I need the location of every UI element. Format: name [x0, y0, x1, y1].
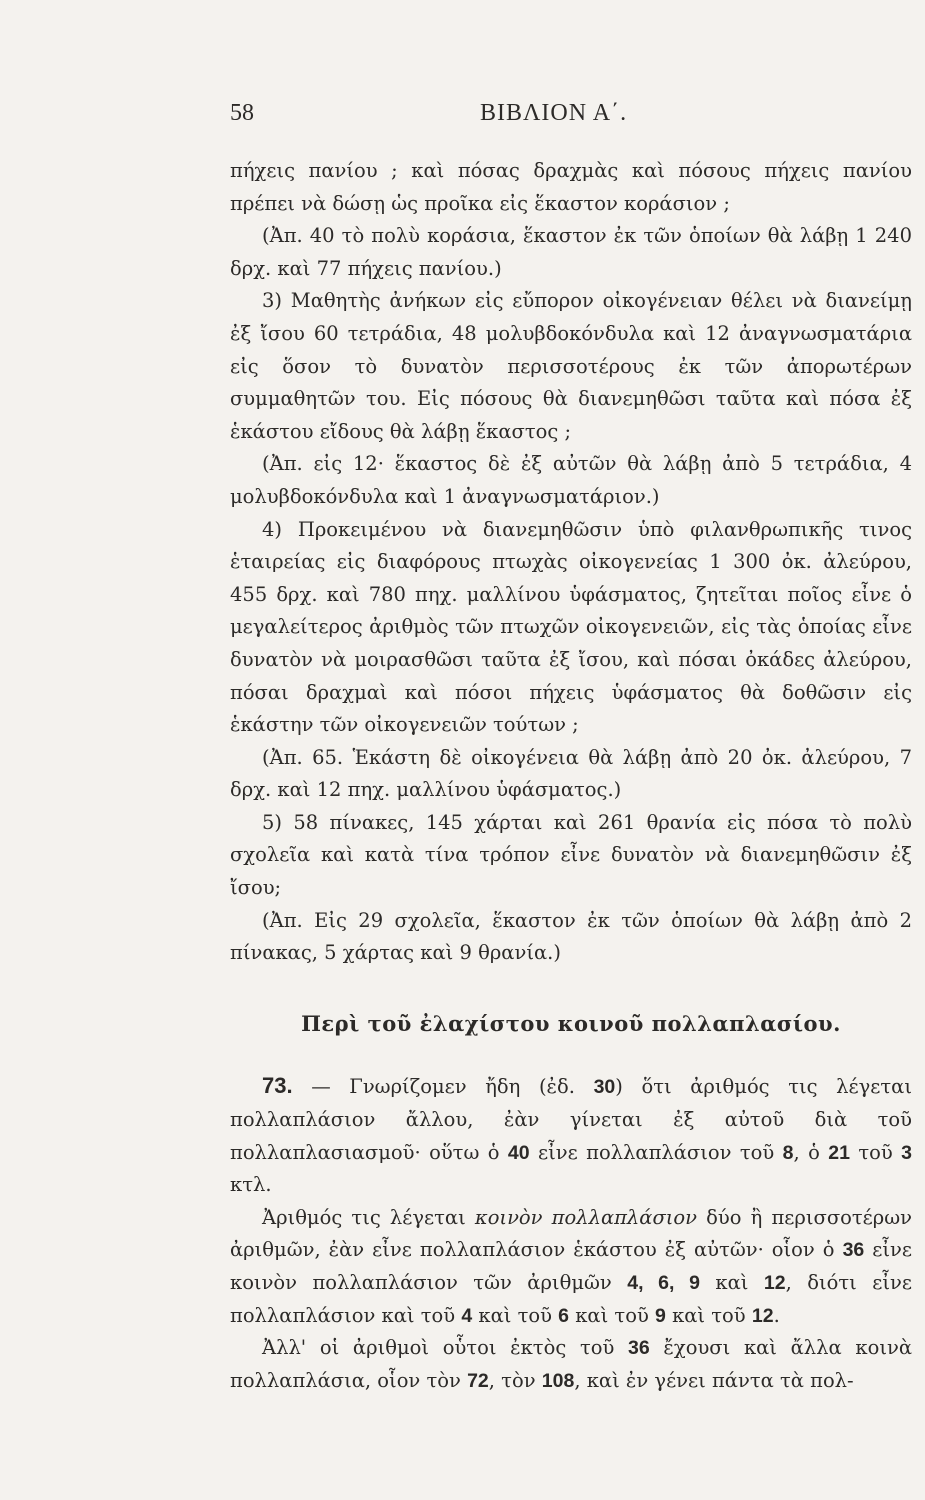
number-run: 3 — [901, 1141, 913, 1164]
answer-4: (Ἀπ. 65. Ἑκάστη δὲ οἰκογένεια θὰ λάβῃ ἀπὸ 20 ὀκ. ἀλεύρου, 7 δρχ. καὶ 12 πηχ. μαλλίνου ὑφάσματος.) — [230, 745, 912, 802]
number-run: 21 — [828, 1141, 850, 1164]
answer-5: (Ἀπ. Εἰς 29 σχολεῖα, ἕκαστον ἐκ τῶν ὁποίων θὰ λάβῃ ἀπὸ 2 πίνακας, 5 χάρτας καὶ 9 θρανία.) — [230, 908, 912, 965]
text-run: καὶ τοῦ — [569, 1303, 656, 1327]
text-run: Ἀριθμός τις λέγεται — [262, 1205, 475, 1229]
exercise-4: 4) Προκειμένου νὰ διανεμηθῶσιν ὑπὸ φιλανθρωπικῆς τινος ἑταιρείας εἰς διαφόρους πτωχὰς οἰκογενείας 1 300 ὀκ. ἀλεύρου, 455 δρχ. καὶ 780 πηχ. μαλλίνου ὑφάσματος, ζητεῖται ποῖος εἶνε ὁ μεγαλείτερος ἀριθμὸς τῶν πτωχῶν οἰκογενειῶν, εἰς τὰς ὁποίας εἶνε δυνατὸν νὰ μοιρασθῶσι ταῦτα ἐξ ἴσου, καὶ πόσαι ὀκάδες ἀλεύρου, πόσαι δραχμαὶ καὶ πόσοι πήχεις ὑφάσματος θὰ δοθῶσιν εἰς ἑκάστην τῶν οἰκογενειῶν τούτων ; — [230, 517, 912, 737]
text-run: , ὁ — [793, 1140, 829, 1164]
text-run: κτλ. — [230, 1173, 272, 1197]
text-run: , καὶ ἐν γένει πάντα τὰ πολ- — [574, 1368, 854, 1392]
page-body — [230, 155, 912, 1397]
text-run: καὶ — [699, 1271, 764, 1294]
text-run: , τὸν — [488, 1368, 542, 1392]
text-run: εἶνε κοινὸν πολλαπλάσιον τῶν ἀριθμῶν — [230, 1238, 912, 1294]
exercise-5: 5) 58 πίνακες, 145 χάρται καὶ 261 θρανία εἰς πόσα τὸ πολὺ σχολεῖα καὶ κατὰ τίνα τρόπον εἶνε δυνατὸν νὰ διανεμηθῶσιν ἐξ ἴσου; — [230, 810, 912, 900]
text-run: — Γνωρίζομεν ἤδη (ἐδ. — [292, 1075, 594, 1099]
running-head: ΒΙΒΛΙΟΝ Α΄. — [480, 100, 628, 126]
text-run: ἔχουσι καὶ ἄλλα κοινὰ πολλαπλάσια, οἷον τὸν — [230, 1336, 912, 1392]
section-73-paragraph — [230, 1070, 912, 1201]
other-multiples-paragraph — [230, 1332, 912, 1397]
number-run: 4, 6, 9 — [627, 1272, 700, 1294]
number-run: 8 — [782, 1141, 794, 1164]
number-run: 108 — [541, 1369, 575, 1392]
text-run: ) ὅτι ἀριθμός τις λέγεται πολλαπλάσιον ἄλλου, ἐὰν γίνεται ἐξ αὐτοῦ διὰ τοῦ πολλαπλασιασμοῦ· οὕτω ὁ — [230, 1075, 912, 1164]
text-run: τοῦ — [849, 1140, 902, 1164]
number-run: 72 — [467, 1369, 489, 1392]
text-run: εἶνε πολλαπλάσιον τοῦ — [529, 1140, 783, 1164]
section-title: Περὶ τοῦ ἐλαχίστου κοινοῦ πολλαπλασίου. — [301, 1010, 841, 1036]
number-run: 9 — [655, 1304, 666, 1327]
number-run: 30 — [593, 1076, 616, 1099]
text-run: καὶ τοῦ — [472, 1303, 559, 1327]
text-run: . — [773, 1303, 780, 1327]
text-run: δύο ἢ περισσοτέρων ἀριθμῶν, ἐὰν εἶνε πολλαπλάσιον ἑκάστου ἐξ αὐτῶν· οἷον ὁ — [230, 1205, 912, 1262]
paragraph-1: πήχεις πανίου ; καὶ πόσας δραχμὰς καὶ πόσους πήχεις πανίου πρέπει νὰ δώσῃ ὡς προῖκα εἰς ἕκαστον κοράσιον ; — [230, 159, 912, 215]
exercise-3: 3) Μαθητὴς ἀνήκων εἰς εὔπορον οἰκογένειαν θέλει νὰ διανείμῃ ἐξ ἴσου 60 τετράδια, 48 μολυβδοκόνδυλα καὶ 12 ἀναγνωσματάρια εἰς ὅσον τὸ δυνατὸν περισσοτέρους ἐκ τῶν ἀπορωτέρων συμμαθητῶν του. Εἰς πόσους θὰ διανεμηθῶσι ταῦτα καὶ πόσα ἐξ ἑκάστου εἴδους θὰ λάβῃ ἕκαστος ; — [230, 289, 912, 443]
answer-3: (Ἀπ. εἰς 12· ἕκαστος δὲ ἐξ αὐτῶν θὰ λάβῃ ἀπὸ 5 τετράδια, 4 μολυβδοκόνδυλα καὶ 1 ἀναγνωσματάριον.) — [230, 452, 912, 508]
italic-term: κοινὸν πολλαπλάσιον — [474, 1205, 698, 1229]
text-run: καὶ τοῦ — [665, 1303, 752, 1327]
text-run: Ἀλλ' οἱ ἀριθμοὶ οὗτοι ἐκτὸς τοῦ — [262, 1336, 629, 1360]
section-number: 73. — [262, 1073, 293, 1099]
number-run: 36 — [628, 1337, 650, 1360]
number-run: 12 — [763, 1272, 786, 1294]
number-run: 36 — [842, 1239, 865, 1262]
number-run: 4 — [461, 1304, 473, 1327]
number-run: 40 — [507, 1141, 530, 1164]
number-run: 12 — [751, 1304, 774, 1327]
answer-2: (Ἀπ. 40 τὸ πολὺ κοράσια, ἕκαστον ἐκ τῶν ὁποίων θὰ λάβῃ 1 240 δρχ. καὶ 77 πήχεις πανίου.) — [230, 224, 912, 280]
number-run: 6 — [558, 1304, 570, 1327]
page-number: 58 — [230, 100, 254, 126]
page-header — [230, 96, 865, 136]
common-multiple-definition — [230, 1202, 912, 1332]
text-run: , διότι εἶνε πολλαπλάσιον καὶ τοῦ — [230, 1271, 913, 1327]
